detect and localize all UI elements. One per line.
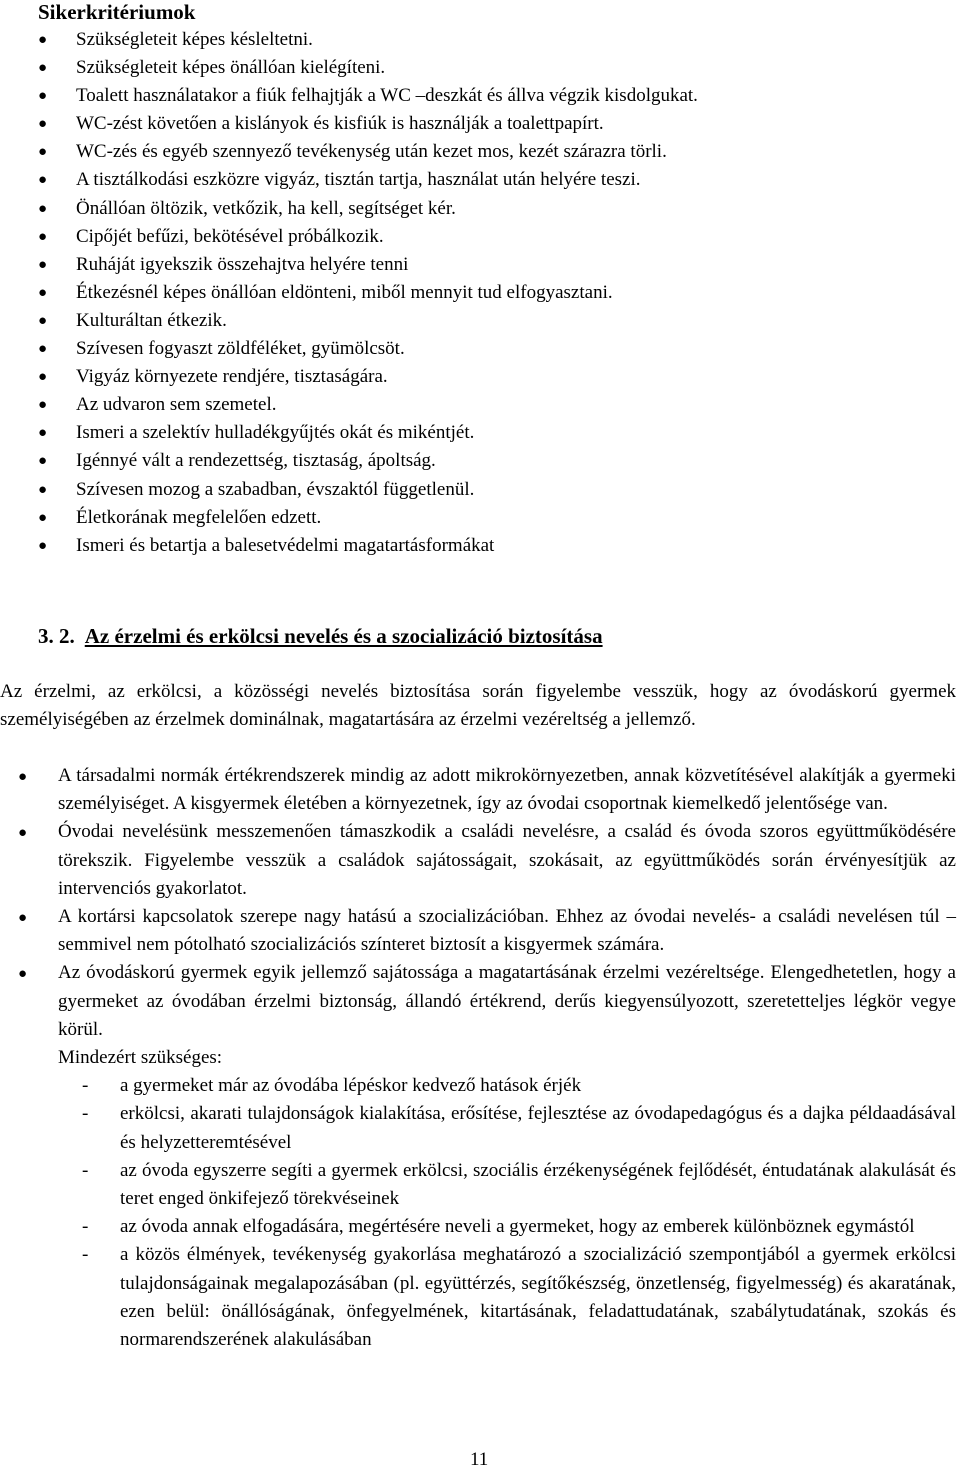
list-item: ● Ismeri a szelektív hulladékgyűjtés okát és mikéntjét.	[0, 419, 960, 447]
lead-text: Mindezért szükséges:	[58, 1047, 223, 1069]
bullet-icon: ●	[38, 144, 48, 161]
section-title: Az érzelmi és erkölcsi nevelés és a szocializáció biztosítása	[84, 624, 603, 648]
bullet-icon: ●	[38, 200, 48, 217]
bullet-icon: ●	[38, 481, 48, 498]
list-item: - erkölcsi, akarati tulajdonságok kialakítása, erősítése, fejlesztése az óvodapedagógus és a dajka példaadásával és helyzetteremtésével	[58, 1100, 956, 1156]
bullet-icon: ●	[38, 256, 48, 273]
bullet-icon: ●	[38, 172, 48, 189]
bullet-icon: ●	[38, 397, 48, 414]
bullet-icon: ●	[38, 116, 48, 133]
list-item: ● Ruháját igyekszik összehajtva helyére tenni	[0, 251, 960, 279]
bullet-icon: ●	[38, 228, 48, 245]
bullet-icon: ●	[38, 88, 48, 105]
section-number: 3. 2.	[38, 624, 75, 648]
intro-paragraph: Az érzelmi, az erkölcsi, a közösségi nevelés biztosítása során figyelembe vesszük, hogy az óvodáskorú gyermek személyiségében az érzelmek dominálnak, magatartására az érzelmi vezéreltség a jellemző.	[0, 681, 956, 731]
list-item: ● Szívesen fogyaszt zöldféléket, gyümölcsöt.	[0, 335, 960, 363]
bullet-icon: ●	[18, 825, 28, 842]
paragraph-list	[0, 762, 960, 1354]
page-number: 11	[470, 1449, 489, 1470]
list-item: - az óvoda egyszerre segíti a gyermek erkölcsi, szociális érzékenységének fejlődését, éntudatának alakulását és teret enged önkifejező törekvéseinek	[58, 1157, 956, 1213]
dash-marker: -	[82, 1075, 89, 1097]
bullet-icon: ●	[38, 60, 48, 77]
dash-marker: -	[82, 1244, 89, 1266]
list-item: - a gyermeket már az óvodába lépéskor kedvező hatások érjék	[58, 1072, 956, 1100]
list-item: ● Toalett használatakor a fiúk felhajtják a WC –deszkát és állva végzik kisdolgukat.	[0, 82, 960, 110]
bullet-icon: ●	[38, 509, 48, 526]
list-item: ● Kulturáltan étkezik.	[0, 307, 960, 335]
list-item: ● Óvodai nevelésünk messzemenően támaszkodik a családi nevelésre, a család és óvoda szoros együttműködésére törekszik. Figyelembe vesszük a családok sajátosságait, szokásait, az együttműködés során érvényesítjük az intervenciós gyakorlatot.	[18, 821, 956, 899]
list-item: - a közös élmények, tevékenység gyakorlása meghatározó a szocializáció szempontjából a gyermek erkölcsi tulajdonságainak megalapozásában (pl. együttérzés, segítőkészség, önzetlenség, figyelmesség) és akaratának, ezen belül: önállóságának, önfegyelmének, kitartásának, feladattudatának, szabálytudatának, szokás és normarendszerének alakulásában	[58, 1241, 956, 1354]
list-item: ● Vigyáz környezete rendjére, tisztaságára.	[0, 363, 960, 391]
dash-marker: -	[82, 1216, 89, 1238]
dash-marker: -	[82, 1159, 89, 1181]
list-item: ● Szükségleteit képes önállóan kielégíteni.	[0, 54, 960, 82]
list-item: - az óvoda annak elfogadására, megértésére neveli a gyermeket, hogy az emberek különböznek egymástól	[58, 1213, 956, 1241]
bullet-icon: ●	[18, 910, 28, 927]
list-item: ● WC-zést követően a kislányok és kisfiúk is használják a toalettpapírt.	[0, 110, 960, 138]
dash-marker: -	[82, 1103, 89, 1125]
list-item: ● Az óvodáskorú gyermek egyik jellemző sajátossága a magatartásának érzelmi vezéreltsége. Elengedhetetlen, hogy a gyermeket az óvodában érzelmi biztonság, állandó értékrend, derűs kiegyensúlyozott, szeretetteljes légkör vegye körül. Mindezért szükséges: - a gyermeket már az óvodába lépéskor kedvező hatások érjék - erkölcsi, akarati tulajdonságok kialakítása, erősítése, fejlesztése az óvodapedagógus és a dajka példaadásával és helyzetteremtésével - az óvoda egyszerre segíti a gyermek erkölcsi, szociális érzékenységének fejlődését, éntudatának alakulását és teret enged önkifejező törekvéseinek - az óvoda annak elfogadására, megértésére neveli a gyermeket, hogy az emberek különböznek egymástól - a közös élmények, tevékenység gyakorlása meghatározó a szocializáció szempontjából a gyermek erkölcsi tulajdonságainak megalapozásában (pl. együttérzés, segítőkészség, önzetlenség, figyelmesség) és akaratának, ezen belül: önállóságának, önfegyelmének, kitartásának, feladattudatának, szabálytudatának, szokás és normarendszerének alakulásában	[0, 959, 956, 1354]
list-item: ● A kortársi kapcsolatok szerepe nagy hatású a szocializációban. Ehhez az óvodai nevelés- a családi nevelésen túl – semmivel nem pótolható szocializációs színteret biztosít a kisgyermek számára.	[18, 906, 956, 956]
criteria-heading: Sikerkritériumok	[38, 0, 196, 24]
list-item: ● Cipőjét befűzi, bekötésével próbálkozik.	[0, 223, 960, 251]
list-item: ● Önállóan öltözik, vetkőzik, ha kell, segítséget kér.	[0, 195, 960, 223]
list-item: ● Ismeri és betartja a balesetvédelmi magatartásformákat	[0, 532, 960, 560]
list-item: ● A társadalmi normák értékrendszerek mindig az adott mikrokörnyezetben, annak közvetítésével alakítják a gyermeki személyiséget. A kisgyermek életében a környezetnek, így az óvodai csoportnak kiemelkedő jelentősége van.	[18, 765, 956, 815]
list-item: ● Étkezésnél képes önállóan eldönteni, miből mennyit tud elfogyasztani.	[0, 279, 960, 307]
bullet-icon: ●	[18, 966, 28, 983]
bullet-icon: ●	[38, 341, 48, 358]
criteria-list	[0, 26, 960, 560]
list-item: ● Az udvaron sem szemetel.	[0, 391, 960, 419]
list-item: ● Igénnyé vált a rendezettség, tisztaság, ápoltság.	[0, 447, 960, 475]
bullet-icon: ●	[38, 32, 48, 48]
list-item: ● Szívesen mozog a szabadban, évszaktól függetlenül.	[0, 476, 960, 504]
list-item: ● Szükségleteit képes késleltetni.	[0, 26, 960, 54]
list-item: ● WC-zés és egyéb szennyező tevékenység után kezet mos, kezét szárazra törli.	[0, 138, 960, 166]
bullet-icon: ●	[38, 537, 48, 554]
bullet-icon: ●	[38, 453, 48, 470]
dash-list	[58, 1072, 956, 1354]
bullet-icon: ●	[38, 312, 48, 329]
bullet-icon: ●	[38, 425, 48, 442]
list-item: ● A tisztálkodási eszközre vigyáz, tisztán tartja, használat után helyére teszi.	[0, 166, 960, 194]
bullet-icon: ●	[38, 284, 48, 301]
bullet-icon: ●	[38, 369, 48, 386]
section-heading	[38, 621, 603, 651]
bullet-icon: ●	[18, 769, 28, 785]
list-item: ● Életkorának megfelelően edzett.	[0, 504, 960, 532]
